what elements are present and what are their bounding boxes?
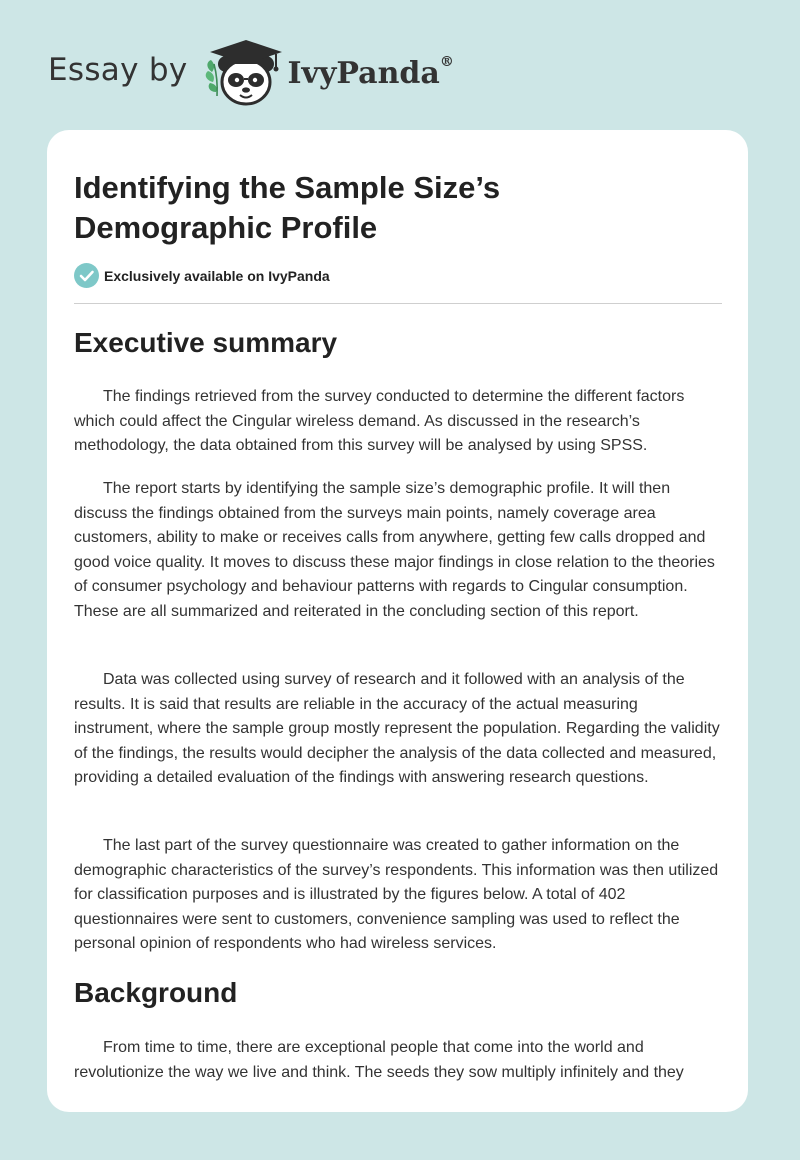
exclusive-badge <box>74 263 330 288</box>
trademark-symbol: ® <box>439 53 454 70</box>
paragraph: The last part of the survey questionnaire was created to gather information on the demographic characteristics of the survey’s respondents. This information was then utilized for classification purposes and is illustrated by the figures below. A total of 402 questionnaires were sent to customers, convenience sampling was used to reflect the personal opinion of respondents who had wireless services. <box>74 837 719 953</box>
paragraph: Data was collected using survey of research and it followed with an analysis of the results. It is said that results are reliable in the accuracy of the actual measuring instrument, where the sample group mostly represent the population. Regarding the validity of the findings, the results would decipher the analysis of the data collected and measured, providing a detailed evaluation of the findings with answering research questions. <box>74 671 720 787</box>
essay-card <box>47 130 748 1112</box>
paragraph: The report starts by identifying the sample size’s demographic profile. It will then discuss the findings obtained from the surveys main points, namely coverage area customers, ability to make or receives calls from anywhere, getting few calls dropped and good voice quality. It moves to discuss these major findings in close relation to the theories of consumer psychology and behaviour patterns with regards to Cingular consumption. These are all summarized and reiterated in the concluding section of this report. <box>74 480 715 620</box>
check-circle-icon <box>74 263 99 288</box>
paragraph: From time to time, there are exceptional people that come into the world and revolutionize the way we live and think. The seeds they sow multiply infinitely and they <box>74 1039 684 1081</box>
brand-name <box>287 53 454 91</box>
paragraph: The findings retrieved from the survey conducted to determine the different factors which could affect the Cingular wireless demand. As discussed in the research’s methodology, the data obtained from this survey will be analysed by using SPSS. <box>74 388 685 455</box>
section-heading-background: Background <box>74 977 238 1008</box>
badge-label: Exclusively available on IvyPanda <box>104 267 330 284</box>
page-title: Identifying the Sample Size’s Demographic Profile <box>74 170 501 245</box>
brand-text: IvyPanda <box>287 55 440 91</box>
site-header <box>48 34 454 110</box>
title-divider <box>74 303 722 304</box>
section-heading-executive-summary: Executive summary <box>74 327 338 358</box>
essay-by-label: Essay by <box>48 52 188 88</box>
panda-logo-icon <box>202 34 286 110</box>
